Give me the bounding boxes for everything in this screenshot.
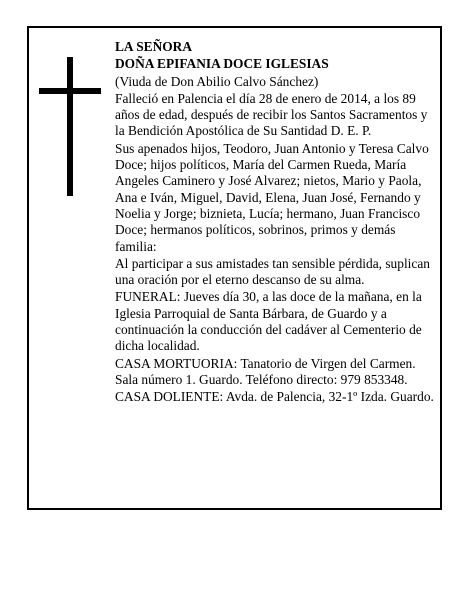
cross-vertical-bar: [67, 57, 73, 196]
family-home-address: CASA DOLIENTE: Avda. de Palencia, 32-1º Izda. Guardo.: [115, 389, 434, 405]
notice-title: LA SEÑORA: [115, 39, 193, 54]
prayer-request: Al participar a sus amistades tan sensible pérdida, suplican una oración por el eterno descanso de su alma.: [115, 255, 430, 288]
family-list: Sus apenados hijos, Teodoro, Juan Antonio y Teresa Calvo Doce; hijos políticos, María del Carmen Rueda, María Angeles Caminero y José Alvarez; nietos, Mario y Paola, Ana e Iván, Miguel, David, Elena, Juan José, Fernando y Noelia y Jorge; biznieta, Lucía; hermano, Juan Francisco Doce; hermanos políticos, sobrinos, primos y demás familia:: [115, 140, 429, 254]
obituary-text: [115, 39, 437, 407]
obituary-notice: [27, 26, 442, 510]
deceased-name: DOÑA EPIFANIA DOCE IGLESIAS: [115, 56, 329, 72]
mortuary-details: CASA MORTUORIA: Tanatorio de Virgen del Carmen. Sala número 1. Guardo. Teléfono directo: 979 853348.: [115, 355, 416, 387]
widow-of-line: (Viuda de Don Abilio Calvo Sánchez): [115, 73, 319, 89]
death-announcement: Falleció en Palencia el día 28 de enero de 2014, a los 89 años de edad, después de recibir los Santos Sacramentos y la Bendición Apostólica de Su Santidad D. E. P.: [115, 90, 428, 139]
funeral-details: FUNERAL: Jueves día 30, a las doce de la mañana, en la Iglesia Parroquial de Santa Bárbara, de Guardo y a continuación la conducción del cadáver al Cementerio de dicha localidad.: [115, 289, 422, 354]
cross-horizontal-bar: [39, 88, 101, 94]
